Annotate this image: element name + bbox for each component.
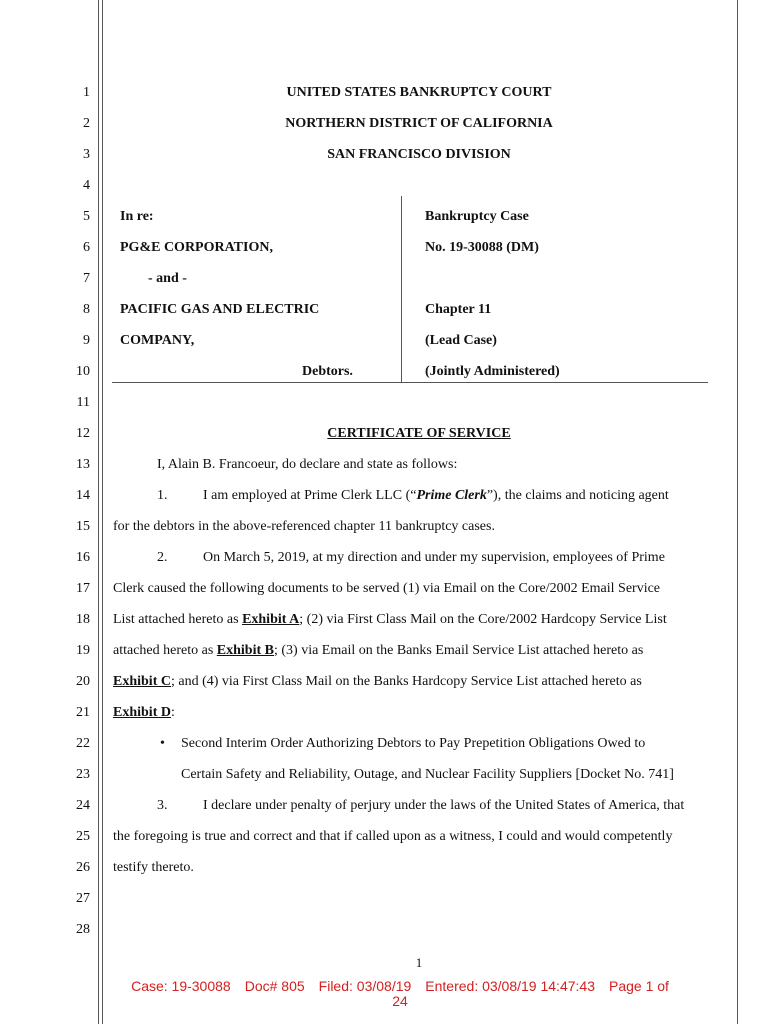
caption-divider-horizontal (112, 382, 708, 383)
line-number: 14 (76, 488, 90, 503)
margin-line-outer-left (98, 0, 99, 1024)
paragraph-2-line-6: Exhibit D: (113, 705, 175, 720)
line-number: 10 (76, 364, 90, 379)
line-number: 21 (76, 705, 90, 720)
line-number: 24 (76, 798, 90, 813)
footer-page-of: Page 1 of (608, 978, 669, 994)
ecf-footer-line-1 (90, 979, 710, 994)
line-number: 4 (83, 178, 90, 193)
paragraph-2-line-2: Clerk caused the following documents to be served (1) via Email on the Core/2002 Email Service (113, 581, 661, 596)
paragraph-2-line-3: List attached hereto as Exhibit A; (2) via First Class Mail on the Core/2002 Hardcopy Service List (113, 612, 667, 627)
lead-case-label: (Lead Case) (425, 333, 497, 348)
paragraph-3-line-3: testify thereto. (113, 860, 194, 875)
line-number: 28 (76, 922, 90, 937)
line-number: 18 (76, 612, 90, 627)
paragraph-2-number: 2. (157, 550, 168, 565)
paragraph-2-line-4: attached hereto as Exhibit B; (3) via Email on the Banks Email Service List attached hereto as (113, 643, 644, 658)
debtor-2-line-1: PACIFIC GAS AND ELECTRIC (120, 302, 320, 317)
line-number: 20 (76, 674, 90, 689)
exhibit-a-ref: Exhibit A (242, 612, 300, 627)
paragraph-3-number: 3. (157, 798, 168, 813)
line-number: 23 (76, 767, 90, 782)
line-number: 13 (76, 457, 90, 472)
line-number: 5 (83, 209, 90, 224)
paragraph-2-line-5: Exhibit C; and (4) via First Class Mail on the Banks Hardcopy Service List attached hereto as (113, 674, 642, 689)
ecf-footer-stamp (90, 979, 710, 1009)
document-title: CERTIFICATE OF SERVICE (327, 426, 511, 441)
paragraph-3-line-2: the foregoing is true and correct and that if called upon as a witness, I could and would competently (113, 829, 673, 844)
jointly-administered-label: (Jointly Administered) (425, 364, 560, 379)
line-number: 8 (83, 302, 90, 317)
line-number: 17 (76, 581, 90, 596)
page-number: 1 (415, 955, 423, 970)
court-division: SAN FRANCISCO DIVISION (327, 147, 511, 162)
line-number: 25 (76, 829, 90, 844)
margin-line-right (737, 0, 738, 1024)
margin-line-inner-left (102, 0, 103, 1024)
court-district: NORTHERN DISTRICT OF CALIFORNIA (285, 116, 553, 131)
line-number: 9 (83, 333, 90, 348)
line-number: 12 (76, 426, 90, 441)
line-number: 2 (83, 116, 90, 131)
exhibit-d-ref: Exhibit D (113, 705, 171, 720)
line-number: 11 (76, 395, 90, 410)
line-number: 15 (76, 519, 90, 534)
paragraph-1-number: 1. (157, 488, 168, 503)
intro-text: I, Alain B. Francoeur, do declare and state as follows: (157, 457, 458, 472)
caption-divider-vertical (401, 196, 402, 382)
exhibit-c-ref: Exhibit C (113, 674, 171, 689)
chapter-label: Chapter 11 (425, 302, 492, 317)
and-separator: - and - (148, 271, 187, 286)
line-number: 3 (83, 147, 90, 162)
footer-filed-date: Filed: 03/08/19 (318, 978, 412, 994)
paragraph-1-line-1: I am employed at Prime Clerk LLC (“Prime Clerk”), the claims and noticing agent (203, 488, 669, 503)
footer-entered-date: Entered: 03/08/19 14:47:43 (425, 978, 595, 994)
paragraph-3-line-1: I declare under penalty of perjury under the laws of the United States of America, that (203, 798, 685, 813)
paragraph-1-line-2: for the debtors in the above-referenced chapter 11 bankruptcy cases. (113, 519, 495, 534)
debtor-2-line-2: COMPANY, (120, 333, 195, 348)
bullet-line-2: Certain Safety and Reliability, Outage, and Nuclear Facility Suppliers [Docket No. 741] (181, 767, 674, 782)
footer-doc-number: Doc# 805 (244, 978, 305, 994)
line-number: 22 (76, 736, 90, 751)
line-number: 1 (83, 85, 90, 100)
bullet-line-1: Second Interim Order Authorizing Debtors to Pay Prepetition Obligations Owed to (181, 736, 646, 751)
case-label: Bankruptcy Case (425, 209, 529, 224)
line-number: 6 (83, 240, 90, 255)
line-number: 16 (76, 550, 90, 565)
debtors-label: Debtors. (302, 364, 353, 379)
line-number: 19 (76, 643, 90, 658)
court-name: UNITED STATES BANKRUPTCY COURT (286, 85, 552, 100)
footer-case-number: Case: 19-30088 (131, 978, 231, 994)
paragraph-2-line-1: On March 5, 2019, at my direction and under my supervision, employees of Prime (203, 550, 665, 565)
footer-total-pages: 24 (392, 993, 408, 1009)
in-re-label: In re: (120, 209, 154, 224)
debtor-1: PG&E CORPORATION, (120, 240, 273, 255)
exhibit-b-ref: Exhibit B (216, 643, 274, 658)
line-number: 7 (83, 271, 90, 286)
bullet-icon: • (160, 736, 165, 751)
line-number: 26 (76, 860, 90, 875)
case-number: No. 19-30088 (DM) (425, 240, 539, 255)
line-number: 27 (76, 891, 90, 906)
